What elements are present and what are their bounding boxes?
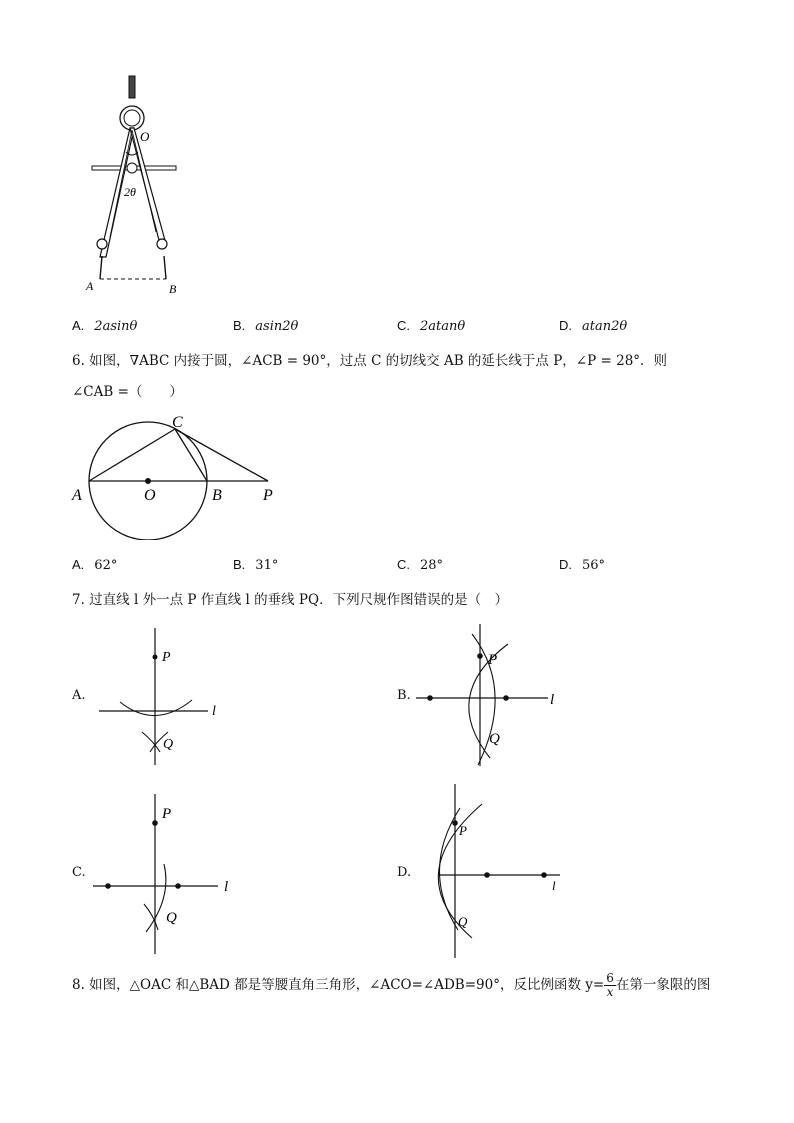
q6-label-o: O: [144, 487, 156, 504]
compass-figure: [80, 72, 190, 300]
q6-option-a: A. 62°: [72, 557, 118, 573]
q6-option-b: B. 31°: [233, 557, 279, 573]
q7d-label-l: l: [552, 878, 556, 893]
q7-stem: 7. 过直线 l 外一点 P 作直线 l 的垂线 PQ．下列尺规作图错误的是（ ）: [72, 592, 509, 608]
q5-option-c: C. 2atanθ: [397, 318, 466, 334]
q6-label-p: P: [263, 487, 273, 504]
q7-figure-c-letter: C.: [72, 865, 86, 880]
q7-figure-b: [410, 620, 570, 770]
q7b-label-p: P: [488, 652, 498, 668]
q7d-label-p: P: [459, 823, 467, 838]
q7-figure-a-letter: A.: [72, 688, 86, 703]
q5-option-b: B. asin2θ: [233, 318, 299, 334]
q6-line-ac: [89, 429, 175, 481]
compass-handle: [129, 76, 135, 98]
q5-option-d: D. atan2θ: [559, 318, 628, 334]
q7-figure-d-letter: D.: [397, 865, 412, 880]
q6-label-a: A: [72, 487, 82, 504]
q8-stem: [72, 972, 710, 999]
q7a-label-p: P: [162, 650, 171, 665]
q6-stem-line1: 6. 如图，∇ABC 内接于圆，∠ACB = 90°，过点 C 的切线交 AB 的延长线于点 P，∠P = 28°．则: [72, 353, 668, 369]
q7-figure-a: [90, 622, 230, 770]
q6-line-cp: [175, 429, 268, 481]
q7-figure-b-letter: B.: [397, 688, 411, 703]
q8-stem-tail: 在第一象限的图: [615, 977, 711, 993]
q6-label-c: C: [172, 414, 183, 431]
q7a-label-q: Q: [163, 737, 174, 752]
label-2theta: 2θ: [124, 185, 136, 199]
q6-label-b: B: [212, 487, 222, 504]
label-b: B: [169, 282, 177, 296]
q7a-label-l: l: [212, 704, 216, 719]
q7b-label-q: Q: [489, 731, 500, 747]
label-a: A: [86, 279, 94, 293]
q6-stem-line2: ∠CAB =（ ）: [72, 384, 183, 400]
q6-center-dot: [145, 478, 151, 484]
q6-line-cb: [175, 429, 207, 481]
q8-stem-text: 8. 如图，△OAC 和△BAD 都是等腰直角三角形，∠ACO=∠ADB=90°，反比例函数 y=: [72, 977, 605, 993]
q6-option-d: D. 56°: [559, 557, 606, 573]
q7b-label-l: l: [550, 692, 555, 708]
q7-figure-c: [88, 790, 238, 960]
label-o: O: [140, 129, 150, 144]
q7d-label-q: Q: [458, 914, 468, 929]
q7c-label-p: P: [162, 806, 172, 822]
q8-fraction: $\frac{6}{x}$: [606, 971, 614, 999]
q7-figure-d: [410, 780, 570, 962]
q6-option-c: C. 28°: [397, 557, 444, 573]
q7c-label-q: Q: [166, 910, 177, 926]
q6-circle-figure: [66, 408, 286, 540]
q5-option-a: A. 2asinθ: [72, 318, 138, 334]
q7c-label-l: l: [224, 879, 229, 895]
